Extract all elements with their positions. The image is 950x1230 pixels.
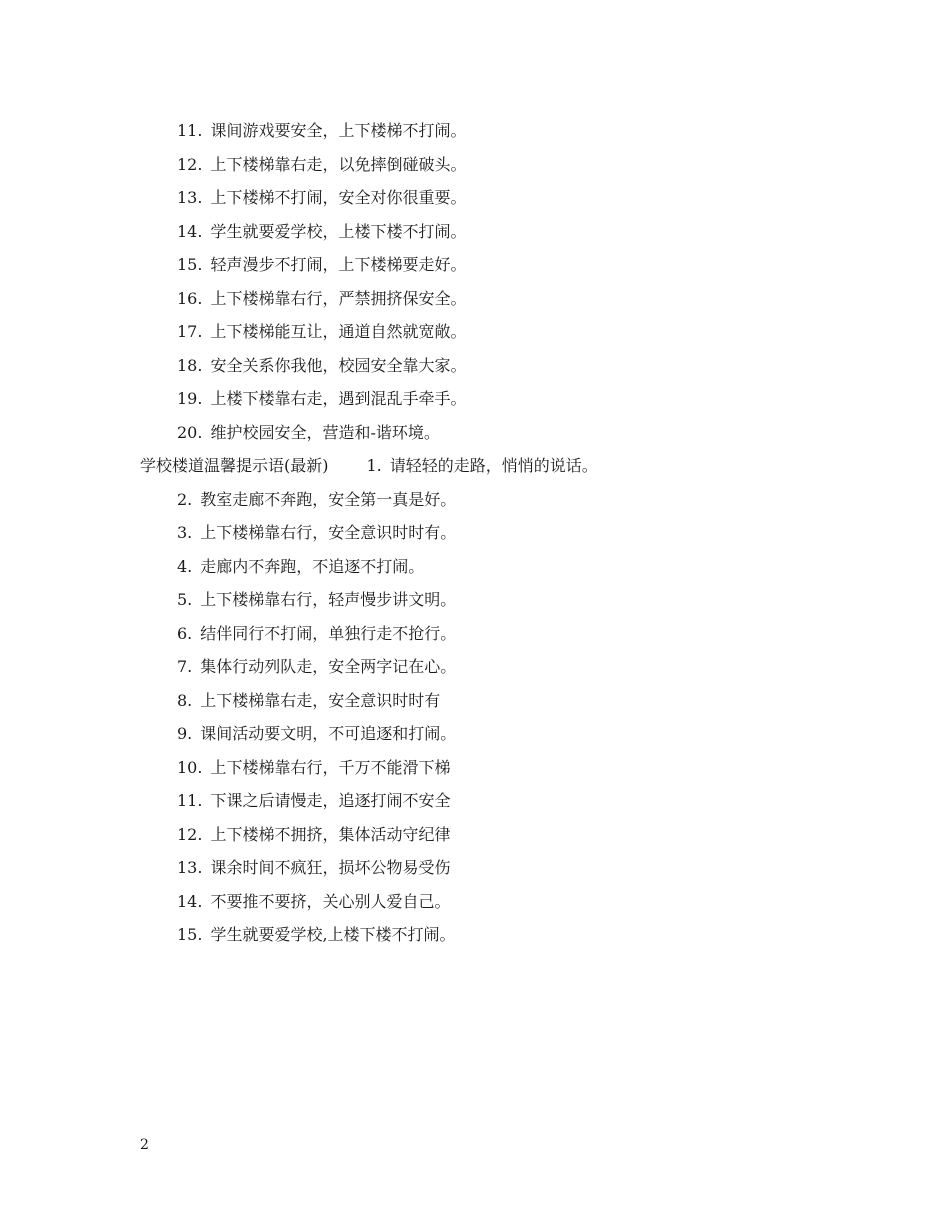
page-number: 2 [140,1137,149,1153]
item-text: 集体行动列队走，安全两字记在心。 [200,657,457,676]
item-number: 4. [177,556,193,576]
list-item [140,319,840,353]
item-text: 教室走廊不奔跑，安全第一真是好。 [200,489,457,509]
list-item [140,889,840,923]
item-number: 6. [177,623,193,643]
list-item [140,554,840,588]
item-number: 12. [177,154,203,174]
item-text: 上下楼梯靠右行，轻声慢步讲文明。 [200,590,457,609]
item-number: 13. [177,188,203,207]
item-text: 上下楼梯不打闹，安全对你很重要。 [210,188,467,207]
item-text: 不要推不要挤，关心别人爱自己。 [210,891,451,911]
item-number: 10. [177,757,203,777]
item-number: 2. [177,489,193,509]
item-number: 13. [177,858,203,877]
list-item [140,755,840,789]
item-number: 16. [177,288,203,308]
item-number: 14. [177,891,203,911]
item-text: 上下楼梯靠右走，安全意识时时有 [200,690,441,710]
list-item [140,386,840,420]
item-number: 18. [177,355,203,375]
list-item [140,520,840,554]
item-text: 课间游戏要安全，上下楼梯不打闹。 [210,121,467,140]
section-title: 学校楼道温馨提示语(最新) [140,456,329,475]
item-text: 安全关系你我他，校园安全靠大家。 [210,355,467,375]
list-item [140,353,840,387]
list-item [140,654,840,688]
list-item [140,152,840,186]
list-item [140,219,840,253]
item-text: 上下楼梯靠右行，严禁拥挤保安全。 [210,288,467,308]
item-text: 上下楼梯不拥挤，集体活动守纪律 [210,824,451,844]
list-item [140,587,840,621]
item-number: 9. [177,724,193,743]
item-number: 19. [177,389,203,408]
list-item [140,688,840,722]
list-item [140,721,840,755]
item-number: 1. [366,456,382,475]
list-item [140,822,840,856]
item-text: 结伴同行不打闹，单独行走不抢行。 [200,623,457,643]
tips-list-part1 [140,118,840,453]
list-item [140,621,840,655]
item-text: 上下楼梯靠右走，以免摔倒碰破头。 [210,154,467,174]
item-number: 14. [177,221,203,241]
item-number: 15. [177,255,203,274]
item-text: 学生就要爱学校,上楼下楼不打闹。 [210,925,456,944]
list-item [140,922,840,956]
list-item [140,420,840,454]
list-item [140,855,840,889]
item-number: 11. [177,121,203,140]
item-text: 上下楼梯靠右行，千万不能滑下梯 [210,757,451,777]
list-item [140,185,840,219]
list-item [140,788,840,822]
item-number: 8. [177,690,193,710]
tips-list-part2 [140,487,840,956]
item-number: 17. [177,322,203,341]
item-text: 课余时间不疯狂，损坏公物易受伤 [210,858,451,877]
item-text: 请轻轻的走路，悄悄的说话。 [389,456,598,475]
item-text: 走廊内不奔跑，不追逐不打闹。 [200,556,425,576]
item-number: 7. [177,657,193,676]
item-number: 3. [177,523,193,542]
item-number: 20. [177,422,203,442]
section-heading-line [140,453,840,487]
item-text: 上下楼梯靠右行，安全意识时时有。 [200,523,457,542]
list-item [140,118,840,152]
item-text: 课间活动要文明，不可追逐和打闹。 [200,724,457,743]
item-text: 学生就要爱学校，上楼下楼不打闹。 [210,221,467,241]
item-text: 维护校园安全，营造和-谐环境。 [210,422,440,442]
item-text: 下课之后请慢走，追逐打闹不安全 [210,791,451,810]
item-number: 5. [177,590,193,609]
list-item [140,286,840,320]
item-text: 轻声漫步不打闹，上下楼梯要走好。 [210,255,467,274]
document-body [140,118,840,956]
item-text: 上楼下楼靠右走，遇到混乱手牵手。 [210,389,467,408]
item-number: 12. [177,824,203,844]
list-item [140,487,840,521]
list-item [140,252,840,286]
item-number: 15. [177,925,203,944]
item-text: 上下楼梯能互让，通道自然就宽敞。 [210,322,467,341]
item-number: 11. [177,791,203,810]
